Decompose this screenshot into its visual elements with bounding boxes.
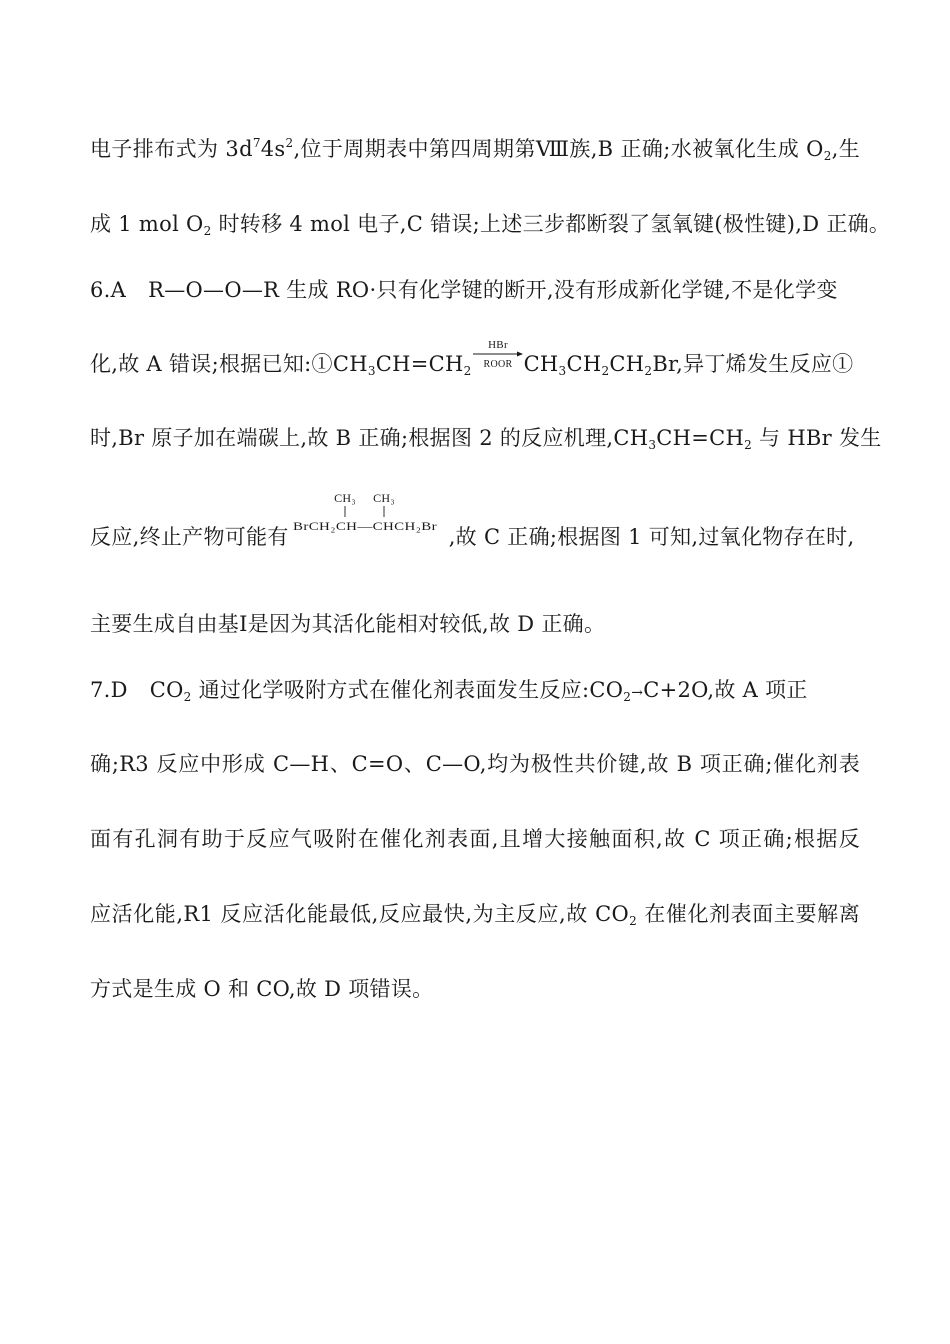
text-line-9: 确;R3 反应中形成 C—H、C=O、C—O,均为极性共价键,故 B 项正确;催化剂表 (90, 752, 860, 776)
arrow-condition-top: HBr (487, 339, 508, 351)
main-chain: BrCH₂CH—CHCH₂Br (292, 519, 437, 533)
structural-formula (292, 491, 443, 551)
text-line-11: 应活化能,R1 反应活化能最低,反应最快,为主反应,故 $CO_2$ 在催化剂表面主要解离 (90, 902, 860, 928)
text-line-1: 电子排布式为 $3d^74s^2$,位于周期表中第四周期第Ⅷ族,B 正确;水被氧化生成 $O_2$,生 (90, 136, 860, 163)
text-line-10: 面有孔洞有助于反应气吸附在催化剂表面,且增大接触面积,故 C 项正确;根据反 (90, 827, 860, 851)
text-line-2: 成 1 mol $O_2$ 时转移 4 mol 电子,C 错误;上述三步都断裂了氢氧键(极性键),D 正确。 (90, 212, 891, 238)
reaction-arrow (472, 339, 524, 378)
text-line-8: 7.D $CO_2$ 通过化学吸附方式在催化剂表面发生反应$:CO_2\to C+2O$,故 A 项正 (90, 678, 808, 704)
question-number: 6.A (90, 278, 127, 302)
text-line-6: 反应,终止产物可能有 CH₃ CH₃ BrCH₂CH—CHCH₂Br ,故 C 正确;根据图 1 可知,过氧化物存在时, (90, 491, 855, 549)
text-line-7: 主要生成自由基Ⅰ是因为其活化能相对较低,故 D 正确。 (90, 612, 606, 636)
branch-ch3-1: CH₃ (333, 491, 356, 505)
arrow-condition-bottom: ROOR (483, 359, 513, 370)
question-number: 7.D (90, 678, 128, 702)
text-line-12: 方式是生成 O 和 CO,故 D 项错误。 (90, 977, 434, 1001)
branch-ch3-2: CH₃ (372, 491, 395, 505)
text-line-3: 6.A R—O—O—R 生成 RO·只有化学键的断开,没有形成新化学键,不是化学变 (90, 278, 838, 302)
text-line-5: 时,Br 原子加在端碳上,故 B 正确;根据图 2 的反应机理$,CH_3CH=CH_2$ 与 HBr 发生 (90, 426, 882, 452)
text-line-4: 化,故 A 错误;根据已知$:①CH_3CH=CH_2$ HBr ROOR $CH_3CH_2CH_2Br$,异丁烯发生反应① (90, 339, 854, 378)
